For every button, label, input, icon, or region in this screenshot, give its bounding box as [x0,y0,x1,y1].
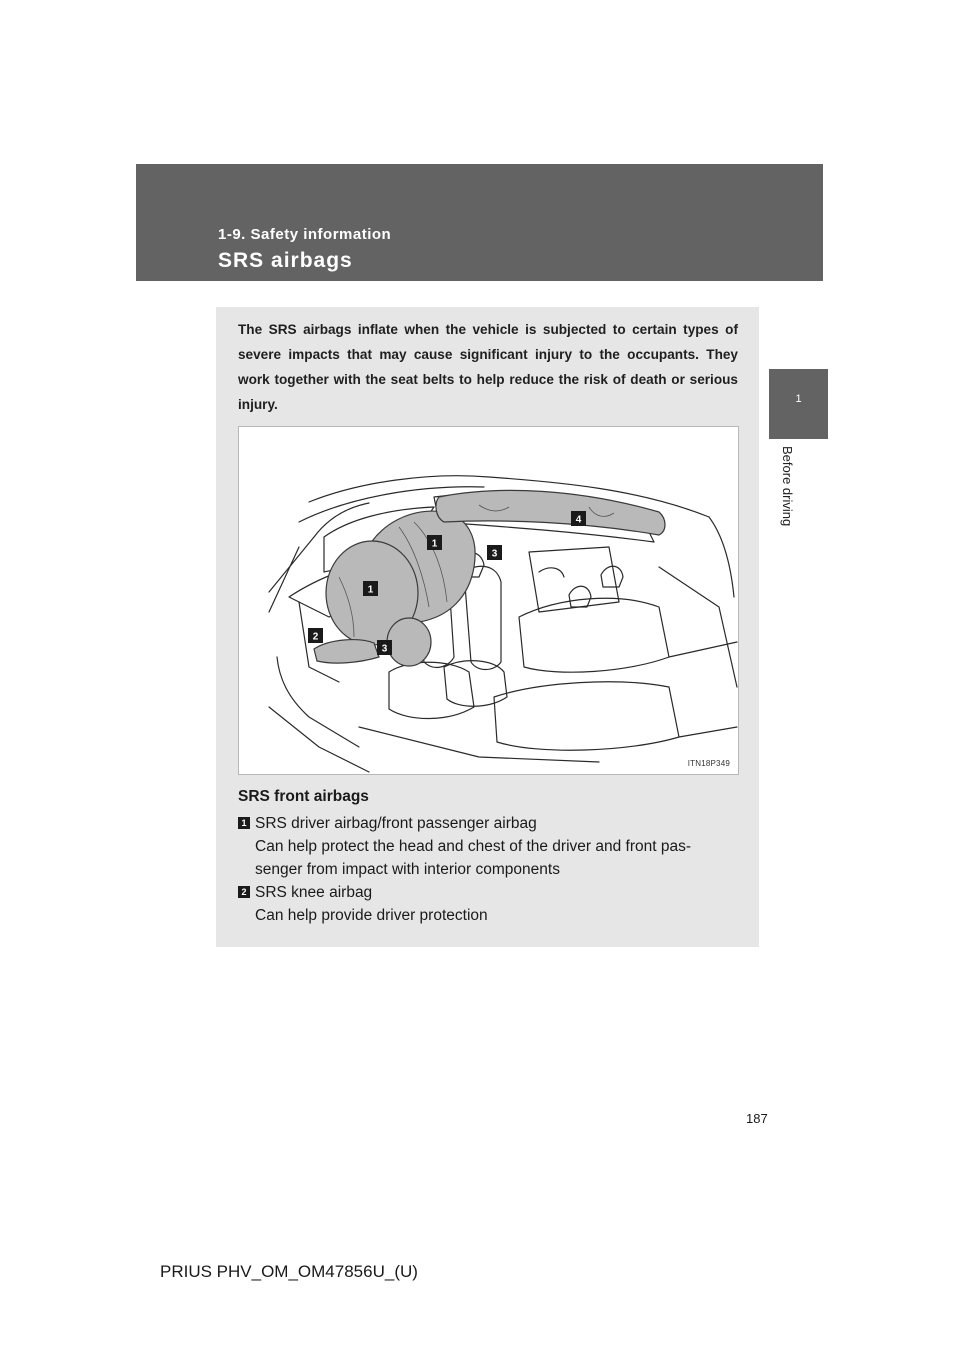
chapter-tab [769,369,828,439]
intro-paragraph: The SRS airbags inflate when the vehicle is subjected to certain types of severe impacts that may cause significant injury to the occupants. They work together with the seat belts to help reduce the risk of death or serious injury. [238,322,738,412]
content-box [216,307,759,947]
item-title: SRS driver airbag/front passenger airbag [255,815,537,832]
document-code: PRIUS PHV_OM_OM47856U_(U) [160,1262,418,1281]
list-marker-1: 1 [238,817,250,829]
chapter-tab-number: 1 [795,393,802,405]
list-item-driver-passenger-airbag [238,812,748,881]
callout-3-lower: 3 [381,643,388,655]
page-number: 187 [746,1111,768,1126]
item-description-line: Can help provide driver protection [255,907,488,924]
list-marker-2: 2 [238,886,250,898]
chapter-tab-label: Before driving [780,446,795,527]
callout-1-lower: 1 [367,584,374,596]
item-description-line: Can help protect the head and chest of the driver and front pas- [255,838,691,855]
figure-code: ITN18P349 [687,759,730,768]
callout-1-upper: 1 [431,538,438,550]
callout-3-upper: 3 [491,548,498,560]
list-item-knee-airbag [238,881,748,927]
chapter-header [136,164,823,281]
page-title: SRS airbags [218,249,353,272]
car-interior-drawing [239,427,738,774]
item-description-line: senger from impact with interior components [255,861,560,878]
airbag-illustration [238,426,739,775]
callout-4: 4 [575,514,582,526]
front-airbags-heading: SRS front airbags [238,788,369,805]
section-label: 1-9. Safety information [218,226,392,243]
item-title: SRS knee airbag [255,884,373,901]
callout-2: 2 [312,631,319,643]
